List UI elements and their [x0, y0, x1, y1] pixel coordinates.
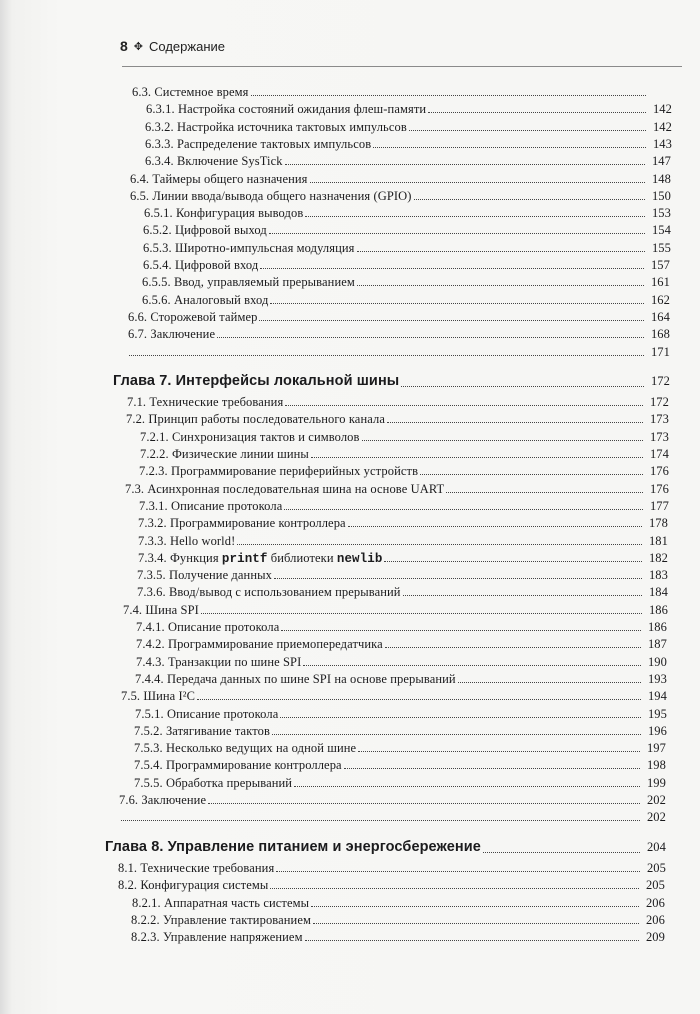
- toc-entry: [132, 84, 672, 100]
- toc-page-number: 172: [649, 395, 669, 410]
- running-title: Содержание: [149, 38, 225, 54]
- dot-leader: [201, 602, 642, 614]
- dot-leader: [362, 429, 643, 441]
- toc-entry: [134, 757, 666, 773]
- toc-entry: [138, 550, 668, 566]
- toc-entry-title: 7.2.1. Синхронизация тактов и символов: [140, 429, 360, 444]
- toc-entry-title: 7.5.2. Затягивание тактов: [134, 723, 270, 738]
- toc-entry-title: Глава 7. Интерфейсы локальной шины: [113, 372, 400, 389]
- toc-page-number: 190: [647, 654, 667, 669]
- toc-entry: [142, 292, 670, 308]
- toc-entry-title: 7.2. Принцип работы последовательного канала: [126, 412, 385, 427]
- toc-page-number: 177: [649, 498, 669, 513]
- toc-entry-title: 6.3. Системное время: [132, 85, 249, 99]
- toc-page-number: 176: [649, 481, 669, 496]
- toc-entry: [138, 515, 668, 531]
- toc-entry-title: 7.6. Заключение: [119, 793, 207, 807]
- toc-entry: [136, 654, 667, 670]
- toc-entry-title: 6.6. Сторожевой таймер: [128, 309, 258, 324]
- toc-page-number: 147: [651, 154, 671, 169]
- toc-entry: [145, 153, 671, 169]
- toc-entry-title: 8.2.3. Управление напряжением: [131, 930, 303, 945]
- toc-page-number: 142: [652, 102, 672, 117]
- dot-leader: [270, 877, 639, 889]
- toc-entry-title: 6.3.1. Настройка состояний ожидания флеш-памяти: [146, 102, 427, 117]
- toc-entry: [145, 119, 672, 135]
- toc-entry: [134, 775, 666, 791]
- toc-page-number: 148: [651, 171, 671, 186]
- toc-page-number: 197: [646, 741, 666, 756]
- toc-entry-title: 7.4.3. Транзакции по шине SPI: [136, 654, 302, 669]
- toc-page-number: 196: [647, 723, 667, 738]
- toc-entry: [121, 688, 667, 704]
- toc-entry-title: 7.2.2. Физические линии шины: [140, 447, 309, 461]
- toc-entry: [143, 222, 671, 238]
- toc-entry-title: 7.4.2. Программирование приемопередатчика: [136, 637, 383, 652]
- dot-leader: [401, 373, 644, 387]
- dot-leader: [121, 809, 640, 821]
- toc-entry: [140, 446, 669, 462]
- toc-page-number: 202: [646, 793, 666, 807]
- toc-title-code: printf: [221, 551, 268, 566]
- dot-leader: [483, 839, 640, 853]
- toc-page-number: 154: [651, 223, 671, 238]
- toc-page-number: 161: [650, 275, 670, 290]
- toc-entry: [135, 671, 667, 687]
- toc-entry-title: 8.2.2. Управление тактированием: [131, 912, 312, 927]
- dot-leader: [294, 775, 640, 787]
- toc-entry: [128, 326, 670, 342]
- toc-page-number: 153: [651, 206, 671, 221]
- toc-entry-title: [138, 550, 382, 567]
- toc-page-number: 164: [650, 309, 670, 324]
- toc-entry: [119, 792, 666, 808]
- toc-page-number: 202: [646, 810, 666, 825]
- dot-leader: [281, 619, 641, 631]
- toc-entry-title: 6.5.1. Конфигурация выводов: [144, 206, 304, 221]
- toc-page-number: 178: [648, 516, 668, 531]
- dot-leader: [414, 188, 645, 200]
- dot-leader: [284, 498, 643, 510]
- toc-entry-title: 6.3.4. Включение SysTick: [145, 154, 283, 169]
- toc-entry-title: 6.5.2. Цифровой выход: [143, 223, 267, 238]
- toc-entry: [119, 809, 666, 825]
- toc-entry-title: 7.5.3. Несколько ведущих на одной шине: [134, 741, 357, 756]
- dot-leader: [420, 463, 643, 475]
- dot-leader: [260, 257, 644, 269]
- toc-entry-title: 6.5.5. Ввод, управляемый прерыванием: [142, 275, 355, 290]
- toc-entry-title: 7.4.4. Передача данных по шине SPI на основе прерываний: [135, 671, 456, 686]
- toc-entry-title: 6.5. Линии ввода/вывода общего назначения (GPIO): [130, 188, 412, 203]
- toc-entry-title: 7.4.1. Описание протокола: [136, 620, 280, 634]
- toc-entry: [132, 895, 665, 911]
- toc-page-number: 205: [645, 878, 665, 893]
- toc-page-number: 155: [651, 240, 671, 255]
- toc-entry-title: Глава 8. Управление питанием и энергосбережение: [105, 838, 481, 855]
- toc-entry: [127, 344, 670, 360]
- dot-leader: [276, 860, 640, 872]
- dot-leader: [303, 654, 641, 666]
- dot-leader: [310, 171, 645, 183]
- toc-entry: [140, 429, 669, 445]
- dot-leader: [280, 706, 641, 718]
- toc-entry: [144, 205, 671, 221]
- toc-entry-title: 7.3.2. Программирование контроллера: [138, 516, 346, 531]
- toc-entry: [134, 723, 667, 739]
- dot-leader: [313, 912, 639, 924]
- toc-page-number: 184: [648, 585, 668, 600]
- toc-page-number: 171: [650, 344, 670, 359]
- toc-page-number: 173: [649, 412, 669, 427]
- toc-page-number: 187: [647, 637, 667, 652]
- toc-entry-title: 7.4. Шина SPI: [123, 602, 199, 617]
- toc-title-text: библиотеки: [267, 550, 337, 565]
- toc-page-number: 182: [648, 550, 668, 565]
- toc-entry-title: 7.5. Шина I²C: [121, 689, 196, 704]
- toc-entry: [137, 567, 668, 583]
- toc-entry-title: 7.3.6. Ввод/вывод с использованием прерываний: [137, 585, 401, 600]
- toc-page-number: 206: [645, 912, 665, 927]
- toc-page-number: 205: [646, 860, 666, 875]
- toc-entry-title: 7.5.4. Программирование контроллера: [134, 758, 342, 773]
- dot-leader: [311, 446, 643, 458]
- dot-leader: [357, 240, 645, 252]
- dot-leader: [269, 222, 645, 234]
- dot-leader: [274, 567, 642, 579]
- toc-entry: [126, 411, 669, 427]
- toc-page-number: 199: [646, 775, 666, 790]
- dot-leader: [428, 101, 646, 113]
- toc-entry-title: 6.5.4. Цифровой вход: [143, 258, 259, 272]
- page-number: 8: [120, 38, 128, 54]
- toc-entry-title: 7.5.5. Обработка прерываний: [134, 775, 293, 790]
- toc-entry-title: 6.3.3. Распределение тактовых импульсов: [145, 136, 372, 151]
- dot-leader: [409, 119, 646, 131]
- dot-leader: [272, 723, 641, 735]
- toc-page-number: 206: [645, 895, 665, 910]
- dot-leader: [344, 757, 640, 769]
- toc-page-number: 142: [652, 119, 672, 134]
- toc-entry: [143, 240, 671, 256]
- dot-leader: [387, 411, 643, 423]
- toc-entry-title: 6.7. Заключение: [128, 327, 216, 342]
- toc-page-number: 194: [647, 689, 667, 704]
- toc-entry: [136, 636, 667, 652]
- dot-leader: [311, 895, 639, 907]
- toc-entry-title: 6.4. Таймеры общего назначения: [130, 171, 308, 186]
- dot-leader: [358, 740, 640, 752]
- toc-entry: [131, 929, 665, 945]
- toc-page-number: 186: [647, 620, 667, 634]
- dot-leader: [373, 136, 646, 148]
- dot-leader: [403, 584, 642, 596]
- toc-page-number: 193: [647, 671, 667, 686]
- toc-entry-title: 7.3.3. Hello world!: [138, 533, 236, 548]
- toc-entry-title: 8.2. Конфигурация системы: [118, 878, 269, 893]
- toc-title-code: newlib: [336, 551, 383, 566]
- toc-entry-title: 7.1. Технические требования: [127, 395, 284, 410]
- dot-leader: [237, 533, 642, 545]
- toc-page-number: 195: [647, 706, 667, 721]
- toc-entry-title: 7.3. Асинхронная последовательная шина на основе UART: [125, 481, 445, 496]
- toc-entry-title: 7.5.1. Описание протокола: [135, 706, 279, 721]
- toc-entry: [131, 912, 665, 928]
- dot-leader: [385, 636, 641, 648]
- toc-page-number: 204: [646, 839, 666, 854]
- toc-entry-title: 7.2.3. Программирование периферийных устройств: [139, 464, 419, 479]
- toc-page-number: 209: [645, 930, 665, 945]
- toc-entry: [130, 188, 671, 204]
- dot-leader: [217, 326, 644, 338]
- toc-entry: [138, 533, 668, 549]
- toc-entry-title: 6.3.2. Настройка источника тактовых импульсов: [145, 119, 407, 134]
- toc-entry: [146, 101, 672, 117]
- dot-leader: [259, 309, 644, 321]
- toc-entry-title: 8.1. Технические требования: [118, 860, 275, 875]
- toc-entry-title: 6.5.3. Широтно-импульсная модуляция: [143, 240, 355, 255]
- toc-page-number: 157: [650, 258, 670, 272]
- diamond-icon: ✥: [133, 40, 144, 53]
- toc-entry: [118, 877, 665, 893]
- dot-leader: [270, 292, 644, 304]
- toc-entry: [139, 463, 669, 479]
- dot-leader: [197, 688, 641, 700]
- toc-entry-title: 8.2.1. Аппаратная часть системы: [132, 895, 310, 910]
- toc-entry-title: 7.3.5. Получение данных: [137, 568, 272, 583]
- toc-entry: [125, 481, 669, 497]
- toc-entry: [127, 394, 669, 410]
- toc-entry-title: 6.5.6. Аналоговый вход: [142, 292, 269, 307]
- toc-entry: [143, 257, 670, 273]
- toc-page-number: 172: [650, 373, 670, 388]
- toc-entry: [130, 171, 671, 187]
- toc-page-number: 143: [652, 136, 672, 151]
- dot-leader: [305, 205, 645, 217]
- dot-leader: [384, 550, 642, 562]
- toc-entry: [128, 309, 670, 325]
- toc-page-number: 176: [649, 464, 669, 479]
- dot-leader: [285, 394, 643, 406]
- dot-leader: [129, 344, 644, 356]
- toc-entry: [145, 136, 672, 152]
- toc-page-number: 198: [646, 758, 666, 773]
- toc-page-number: 183: [648, 568, 668, 583]
- toc-page-number: 162: [650, 292, 670, 307]
- toc-chapter-entry: [105, 839, 666, 855]
- toc-page-number: 150: [651, 188, 671, 203]
- header-rule: [122, 66, 682, 67]
- toc-entry: [137, 584, 668, 600]
- page-header: [120, 38, 225, 54]
- toc-entry: [142, 274, 670, 290]
- toc-page-number: 173: [649, 429, 669, 444]
- dot-leader: [208, 792, 640, 804]
- dot-leader: [458, 671, 641, 683]
- toc-entry: [139, 498, 669, 514]
- toc-page-number: 186: [648, 602, 668, 617]
- toc-entry: [134, 740, 666, 756]
- dot-leader: [305, 929, 639, 941]
- toc-page-number: 168: [650, 327, 670, 342]
- toc-page-number: 174: [649, 447, 669, 461]
- dot-leader: [285, 153, 645, 165]
- dot-leader: [251, 84, 647, 96]
- toc-page-number: 181: [648, 533, 668, 548]
- dot-leader: [357, 274, 644, 286]
- dot-leader: [446, 481, 643, 493]
- toc-entry-title: 7.3.1. Описание протокола: [139, 498, 283, 513]
- toc-entry: [136, 619, 667, 635]
- toc-chapter-entry: [113, 373, 670, 389]
- dot-leader: [348, 515, 642, 527]
- toc-entry: [135, 706, 667, 722]
- toc-title-text: 7.3.4. Функция: [138, 550, 222, 565]
- toc-entry: [118, 860, 666, 876]
- toc-entry: [123, 602, 668, 618]
